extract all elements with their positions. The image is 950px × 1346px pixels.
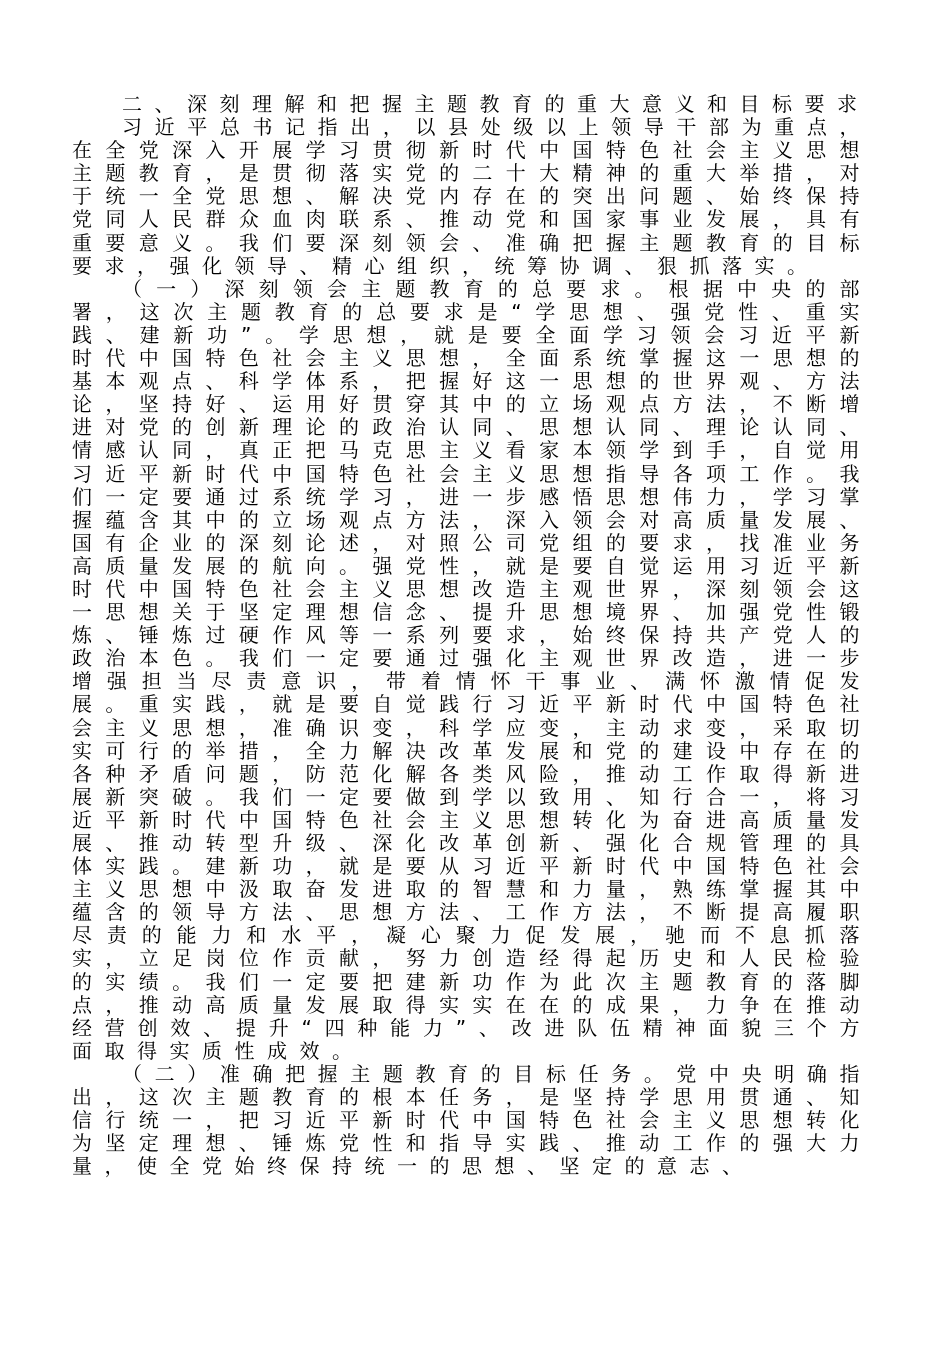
- document-page: [72, 93, 872, 1178]
- body-paragraph-objectives: （二）准确把握主题教育的目标任务。党中央明确指出，这次主题教育的根本任务，是坚持学思用贯通、知信行统一，把习近平新时代中国特色社会主义思想转化为坚定理想、锤炼党性和指导实践、推动工作的强大力量，使全党始终保持统一的思想、坚定的意志、: [72, 1061, 872, 1179]
- section-heading: 二、深刻理解和把握主题教育的重大意义和目标要求: [122, 92, 870, 116]
- body-paragraph-intro: 习近平总书记指出，以县处级以上领导干部为重点，在全党深入开展学习贯彻新时代中国特色社会主义思想主题教育，是贯彻落实党的二十大精神的重大举措，对于统一全党思想、解决党内存在的突出问题、始终保持党同人民群众血肉联系、推动党和国家事业发展，具有重要意义。我们要深刻领会、准确把握主题教育的目标要求，强化领导、精心组织，统筹协调、狠抓落实。: [72, 115, 872, 278]
- body-paragraph-general-requirement: （一）深刻领会主题教育的总要求。根据中央的部署，这次主题教育的总要求是“学思想、强党性、重实践、建新功”。学思想，就是要全面学习领会习近平新时代中国特色社会主义思想，全面系统掌握这一思想的基本观点、科学体系，把握好这一思想的世界观、方法论，坚持好、运用好贯穿其中的立场观点方法，不断增进对党的创新理论的政治认同、思想认同、理论认同、情感认同，真正把马克思主义看家本领学到手，自觉用习近平新时代中国特色社会主义思想指导各项工作。我们一定要通过系统学习，进一步感悟思想伟力，学习掌握蕴含其中的立场观点方法，深入领会对高质量发展、国有企业的深刻论述，对照公司党组的要求，找准业务高质量发展的航向。强党性，就是要自觉运用习近平新时代中国特色社会主义思想改造主观世界，深刻领会这一思想关于坚定理想信念、提升思想境界、加强党性锻炼、锤炼过硬作风等一系列要求，始终保持共产党人的政治本色。我们一定要通过强化主观世界改造，进一步增强担当尽责意识，带着情怀干事业、满怀激情促发展。重实践，就是要自觉践行习近平新时代中国特色社会主义思想，准确识变，科学应变，主动求变，采取切实可行的举措，全力解决改革发展和党的建设中存在的各种矛盾问题，防范化解各类风险，推动工作取得新进展新突破。我们一定要做到学以致用、知行合一，将习近平新时代中国特色社会主义思想转化为奋进高质量发展、推动转型升级、深化改革创新、强化合规管理的具体实践。建新功，就是要从习近平新时代中国特色社会主义思想中汲取奋发进取的智慧和力量，熟练掌握其中蕴含的领导方法、思想方法、工作方法，不断提高履职尽责的能力和水平，凝心聚力促发展，驰而不息抓落实，立足岗位作贡献，努力创造经得起历史和人民检验的实绩。我们一定要把建新功作为此次主题教育的落脚点，推动高质量发展取得实实在在的成果，力争在推动经营创效、提升“四种能力”、改进队伍精神面貌三个方面取得实质性成效。: [72, 276, 872, 1063]
